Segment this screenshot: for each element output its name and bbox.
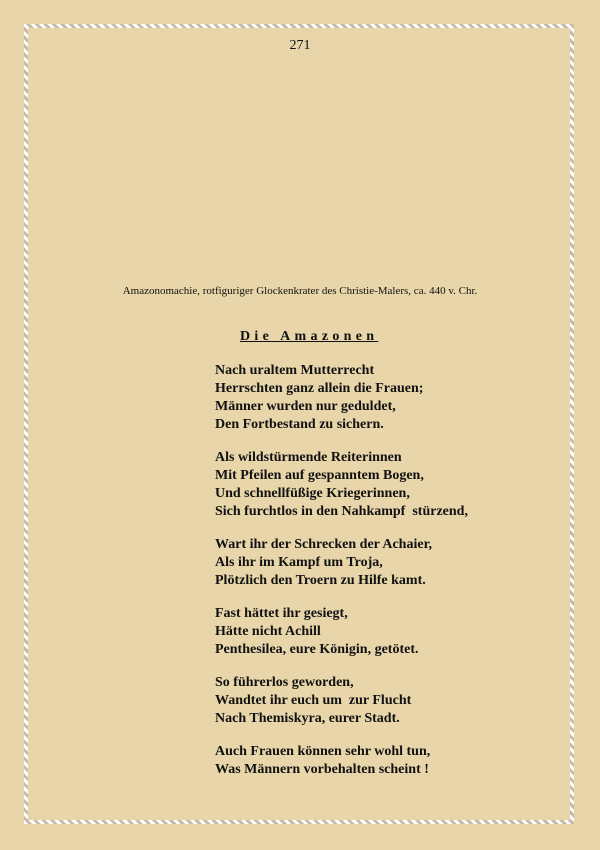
poem-line: Männer wurden nur geduldet, (215, 399, 396, 414)
image-caption: Amazonomachie, rotfiguriger Glockenkrater des Christie-Malers, ca. 440 v. Chr. (122, 285, 478, 297)
poem-line: So führerlos geworden, (215, 675, 354, 690)
stanza (215, 362, 468, 434)
poem-body (215, 362, 468, 794)
stanza (215, 449, 468, 521)
poem-line: Plötzlich den Troern zu Hilfe kamt. (215, 573, 426, 588)
poem-line: Sich furchtlos in den Nahkampf stürzend, (215, 504, 468, 519)
poem-line: Was Männern vorbehalten scheint ! (215, 762, 429, 777)
stanza (215, 536, 468, 590)
poem-line: Penthesilea, eure Königin, getötet. (215, 642, 419, 657)
poem-line: Nach Themiskyra, eurer Stadt. (215, 711, 400, 726)
poem-line: Und schnellfüßige Kriegerinnen, (215, 486, 410, 501)
stanza (215, 674, 468, 728)
poem-line: Mit Pfeilen auf gespanntem Bogen, (215, 468, 424, 483)
poem-line: Fast hättet ihr gesiegt, (215, 606, 348, 621)
poem-title: Die Amazonen (240, 329, 379, 344)
poem-line: Als wildstürmende Reiterinnen (215, 450, 402, 465)
poem-line: Hätte nicht Achill (215, 624, 321, 639)
stanza (215, 743, 468, 779)
poem-line: Herrschten ganz allein die Frauen; (215, 381, 424, 396)
poem-line: Wandtet ihr euch um zur Flucht (215, 693, 412, 708)
poem-line: Den Fortbestand zu sichern. (215, 417, 384, 432)
stanza (215, 605, 468, 659)
poem-line: Als ihr im Kampf um Troja, (215, 555, 383, 570)
page-number: 271 (289, 38, 311, 53)
poem-line: Wart ihr der Schrecken der Achaier, (215, 537, 432, 552)
poem-line: Auch Frauen können sehr wohl tun, (215, 744, 431, 759)
poem-line: Nach uraltem Mutterrecht (215, 363, 375, 378)
